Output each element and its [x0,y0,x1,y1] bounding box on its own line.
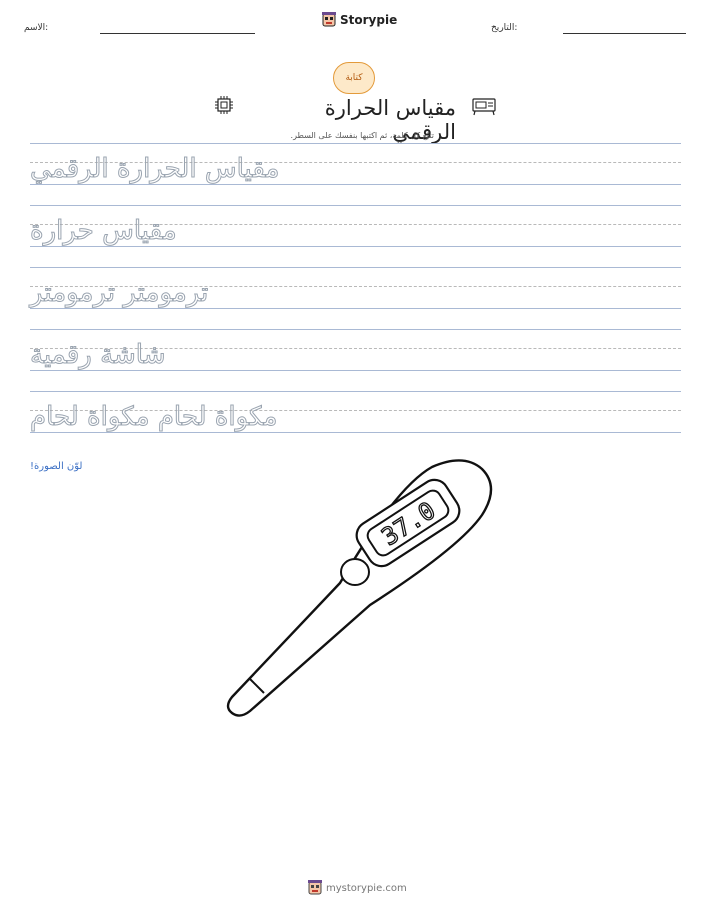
brand-name: Storypie [340,13,398,27]
storypie-mascot-icon [322,12,336,28]
name-line[interactable] [100,33,255,34]
trace-word-2: مقياس حرارة [30,216,177,246]
base-line [30,246,681,247]
date-label: التاريخ: [491,23,518,33]
trace-word-3: ترمومتر ترمومتر [30,278,209,308]
display-reading: 37.0 [376,496,441,552]
base-line [30,432,681,433]
base-line [30,370,681,371]
page-title: مقياس الحرارة الرقمي [324,96,456,144]
row-divider [30,329,681,330]
device-icon [470,96,498,116]
trace-word-5: مكواة لحام مكواة لحام [30,402,278,432]
base-line [30,184,681,185]
digital-thermometer-illustration[interactable] [220,455,500,725]
trace-word-1: مقياس الحرارة الرقمي [30,154,280,184]
storypie-mascot-icon [308,880,322,896]
category-badge: كتابة [333,62,375,94]
name-label: الاسم: [24,23,49,33]
brand-logo [322,12,397,28]
instruction-text: تتبّع كل كلمة، ثم اكتبها بنفسك على السطر. [290,131,434,140]
power-button-icon [341,559,369,585]
row-divider [30,205,681,206]
footer [308,880,407,896]
trace-word-4: شاشة رقمية [30,340,166,370]
top-line [30,143,681,144]
footer-site[interactable]: mystorypie.com [326,882,407,894]
base-line [30,308,681,309]
date-line[interactable] [563,33,686,34]
chip-icon [213,95,235,115]
coloring-prompt: لوّن الصورة! [30,461,83,472]
row-divider [30,391,681,392]
row-divider [30,267,681,268]
